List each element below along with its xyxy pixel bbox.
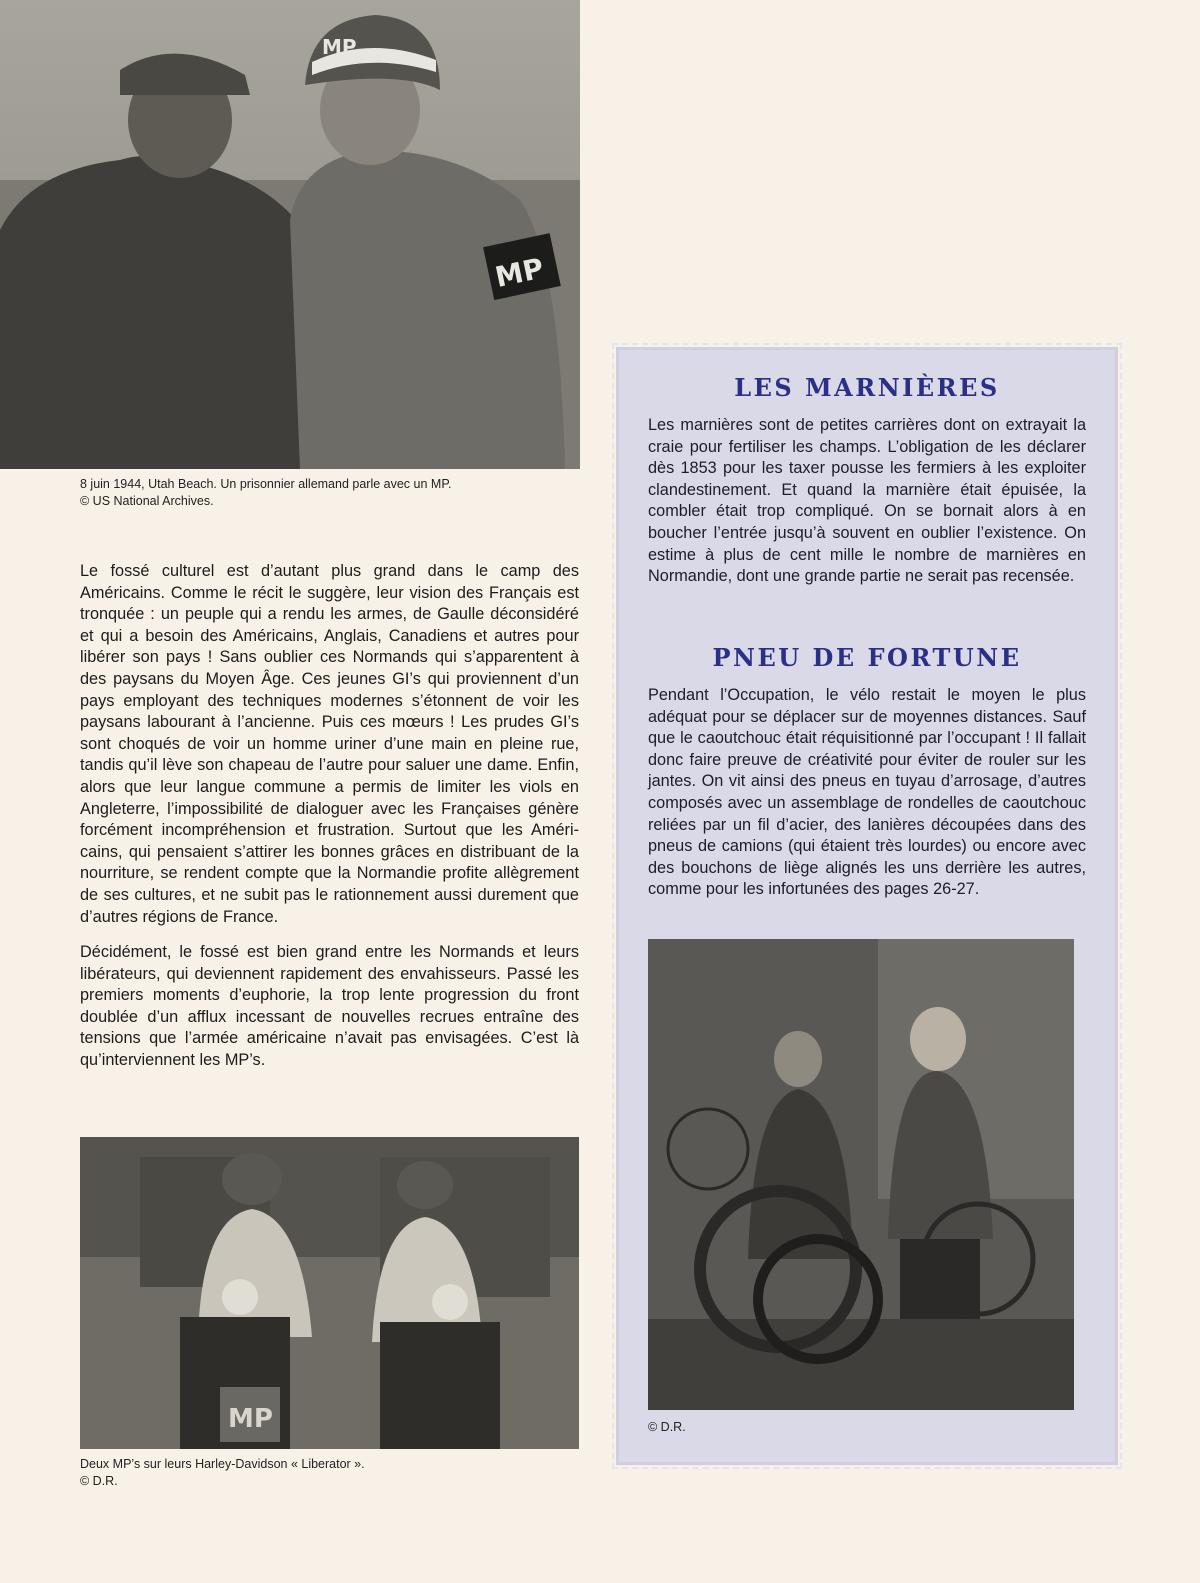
photo-bicycle-tires-image	[648, 939, 1074, 1410]
bag-mp-label: MP	[228, 1404, 273, 1434]
sidebar-box	[616, 347, 1118, 1465]
armband-mp-label: MP	[492, 251, 547, 294]
photo-prisoner-mp-image	[0, 0, 580, 469]
caption-bottom-line2: © D.R.	[80, 1474, 118, 1488]
caption-sidebar-photo: © D.R.	[648, 1420, 686, 1434]
photo-mp-motorcycles	[80, 1137, 579, 1449]
photo-mp-motorcycles-image	[80, 1137, 579, 1449]
main-paragraph-1: Le fossé culturel est d’autant plus grand dans le camp des Américains. Comme le récit le suggère, leur vision des Français est tronquée : un peuple qui a rendu les armes, de Gaulle déconsidéré et qui a besoin des Américains, Anglais, Canadiens et autres pour libérer son pays ! Sans oublier ces Normands qui s’apparentent à des paysans du Moyen Âge. Ces jeunes GI’s qui proviennent d’un pays employant des techniques modernes s’étonnent de voir les paysans labourant à l’ancienne. Puis ces mœurs ! Les prudes GI’s sont choqués de voir un homme uriner d’une main en pleine rue, tandis qu’il lève son chapeau de l’autre pour saluer une dame. Enfin, alors que leur langue commune a permis de limiter les viols en Angleterre, l’impossibilité de dialoguer avec les Françaises génère forcément incompréhension et frustration. Surtout que les Américains, qui pensaient s’attirer les bonnes grâces en distribuant de la nourriture, se rendent compte que la Normandie profite allègrement de ses cultures, et ne subit pas le rationnement aussi durement que d’autres régions de France.	[80, 562, 579, 926]
caption-top-line1: 8 juin 1944, Utah Beach. Un prisonnier allemand parle avec un MP.	[80, 477, 452, 491]
sidebar-text-marnieres: Les marnières sont de petites carrières dont on extrayait la craie pour fertiliser les champs. L’obligation de les déclarer dès 1853 pour les taxer pousse les fermiers à les exploiter clandestinement. Et quand la marnière était épuisée, la combler était trop compliqué. On se bornait alors à en boucher l’entrée jusqu’à souvent en oublier l’existence. On estime à plus de cent mille le nombre de marnières en Normandie, dont une grande partie ne serait pas recensée.	[648, 416, 1086, 586]
sidebar-title-marnieres: LES MARNIÈRES	[734, 373, 1000, 402]
sidebar-title-pneu: PNEU DE FORTUNE	[712, 643, 1022, 672]
sidebar-text-pneu: Pendant l’Occupation, le vélo restait le moyen le plus adéquat pour se déplacer sur de moyennes distances. Sauf que le caoutchouc était réquisitionné par l’occupant ! Il fallait donc faire preuve de créativité pour éviter de rouler sur les jantes. On vit ainsi des pneus en tuyau d’arrosage, d’autres composés avec un assemblage de rondelles de caoutchouc reliées par un fil d’acier, des lanières découpées dans des pneus de camions (qui étaient très lourdes) ou encore avec des bouchons de liège alignés les uns derrière les autres, comme pour les infortunées des pages 26-27.	[648, 686, 1086, 899]
main-paragraph-2: Décidément, le fossé est bien grand entre les Normands et leurs libérateurs, qui deviennent rapidement des envahisseurs. Passé les premiers moments d’euphorie, la trop lente progression du front doublée d’un afflux incessant de nouvelles recrues entraîne des tensions que l’armée américaine n’avait pas envisagées. C’est là qu’interviennent les MP’s.	[80, 943, 579, 1070]
caption-bottom-photo	[80, 1456, 600, 1490]
caption-top-line2: © US National Archives.	[80, 494, 214, 508]
caption-top-photo	[80, 476, 600, 510]
main-article-text	[80, 561, 579, 1086]
caption-bottom-line1: Deux MP’s sur leurs Harley-Davidson « Liberator ».	[80, 1457, 365, 1471]
photo-prisoner-mp	[0, 0, 580, 469]
photo-bicycle-tires	[648, 939, 1074, 1410]
helmet-mp-label: MP	[322, 35, 357, 59]
